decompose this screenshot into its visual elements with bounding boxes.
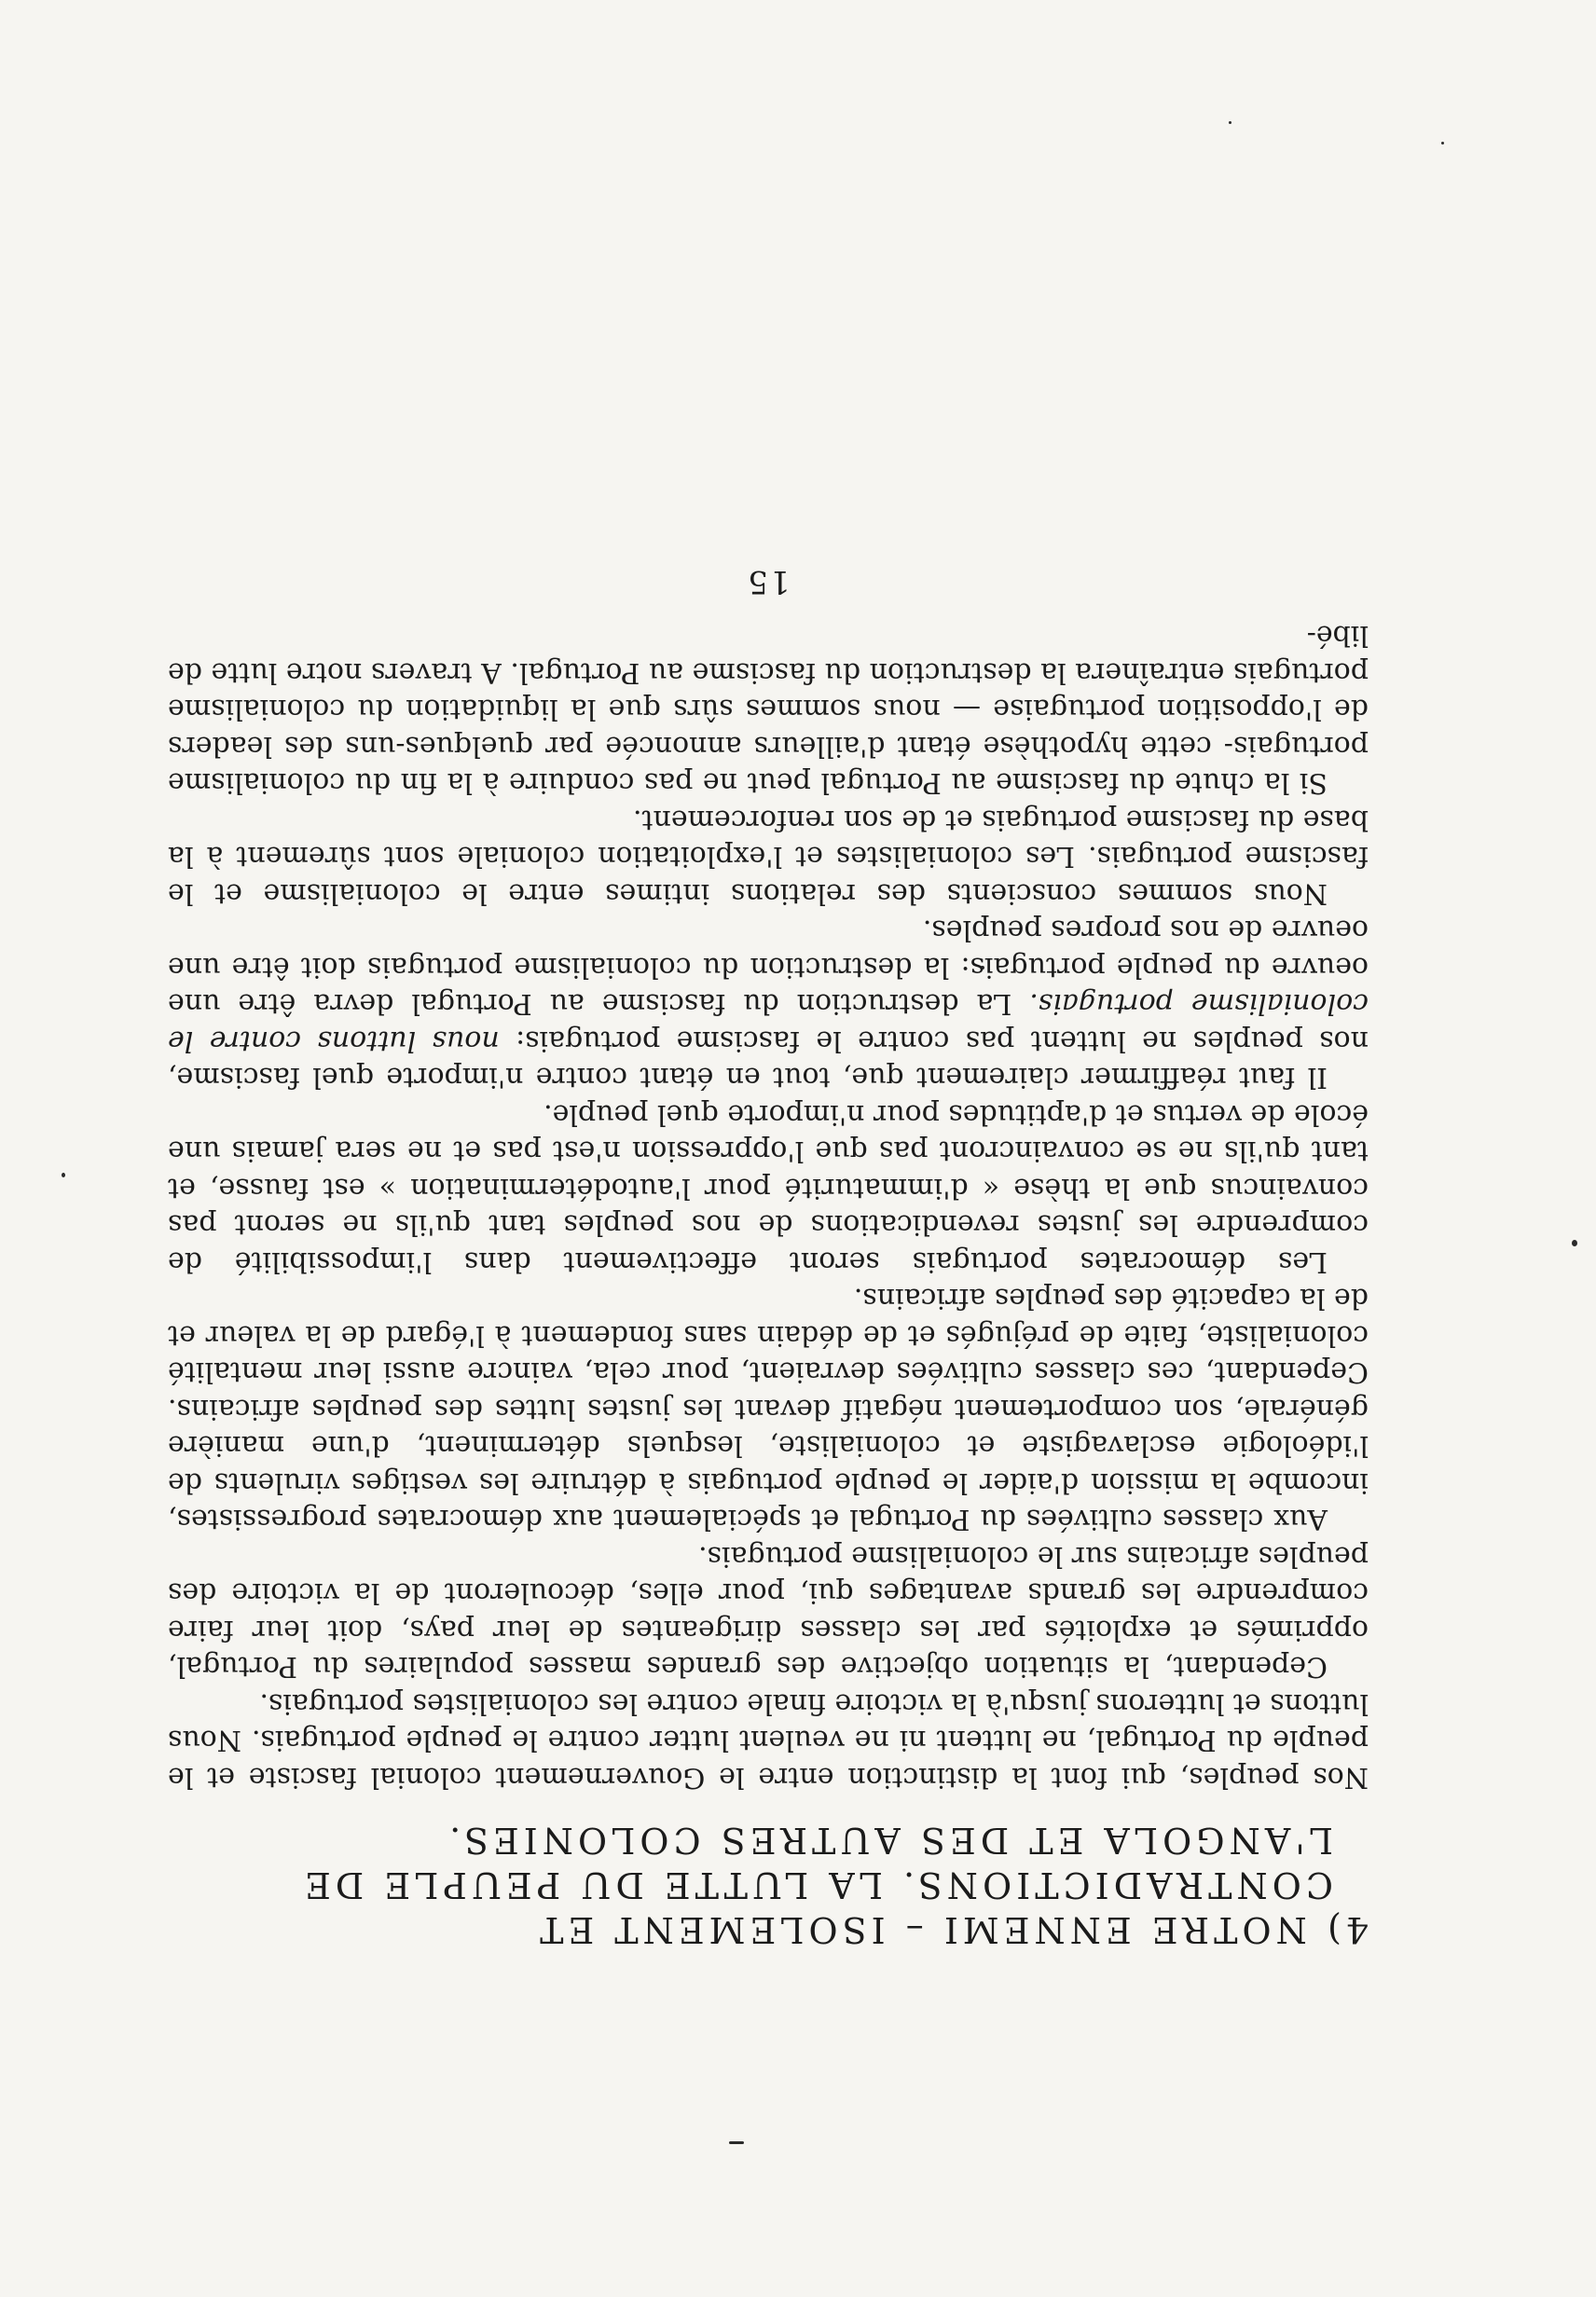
- heading-line-1: 4) NOTRE ENNEMI – ISOLEMENT ET: [535, 1909, 1369, 1950]
- paragraph-5-start: Il faut réaffirmer clairement que, tout en étant contre n'importe quel fascisme, nos peuples ne luttent pas contre le fascisme portugais:: [168, 1025, 1369, 1094]
- paragraph-5: [168, 912, 1369, 1096]
- paragraph-1: Nos peuples, qui font la distinction entre le Gouvernement colonial fasciste et le peuple du Portugal, ne luttent ni ne veulent lutter contre le peuple portugais. Nous luttons et lutterons jusqu'à la victoire finale contre les colonialistes portugais.: [168, 1687, 1369, 1794]
- heading-line-2: CONTRADICTIONS. LA LUTTE DU PEUPLE DE: [300, 1864, 1333, 1905]
- page-number: 15: [746, 563, 791, 600]
- paragraph-5-emphasis: nous luttons contre le colonialisme portugais.: [168, 987, 1369, 1057]
- paragraph-4: Les démocrates portugais seront effectivement dans l'impossibilité de comprendre les justes revendications de nos peuples tant qu'ils ne seront pas convaincus que la thèse « d'immaturité pour l'autodétermination » est fausse, et tant qu'ils ne se convaincront pas que l'oppression n'est pas et ne sera jamais une école de vertus et d'aptitudes pour n'importe quel peuple.: [168, 1098, 1369, 1278]
- chapter-heading: [168, 1818, 1369, 1952]
- paragraph-6: Nous sommes conscients des relations intimes entre le colonialisme et le fascisme portugais. Les colonialistes et l'exploitation coloniale sont sûrement à la base du fascisme portugais et de son renforcement.: [168, 804, 1369, 910]
- page-body: [168, 563, 1369, 1952]
- paragraph-2: Cependant, la situation objective des grandes masses populaires du Portugal, opprimés et exploités par les classes dirigeantes de leur pays, doit leur faire comprendre les grands avantages qui, pour elles, découleront de la victoire des peuples africains sur le colonialisme portugais.: [168, 1540, 1369, 1684]
- paragraph-7: Si la chute du fascisme au Portugal peut ne pas conduire à la fin du colonialisme portugais- cette hypothèse étant d'ailleurs annoncée par quelques-uns des leaders de l'opposition portugaise — nous sommes sûrs que la liquidation du colonialisme portugais entraînera la destruction du fascisme au Portugal. A travers notre lutte de libé-: [168, 619, 1369, 800]
- heading-line-3: L'ANGOLA ET DES AUTRES COLONIES.: [445, 1820, 1333, 1861]
- paragraph-3: Aux classes cultivées du Portugal et spécialement aux démocrates progressistes, incombe la mission d'aider le peuple portugais à détruire les vestiges virulents de l'idéologie esclavagiste et colonialiste, lesquels déterminent, d'une manière générale, son comportement négatif devant les justes luttes des peuples africains. Cependant, ces classes cultivées devraient, pour cela, vaincre aussi leur mentalité colonialiste, faite de préjugés et de dédain sans fondement à l'égard de la valeur et de la capacité des peuples africains.: [168, 1282, 1369, 1536]
- paragraph-5-end: La destruction du fascisme au Portugal devra être une oeuvre du peuple portugais: la destruction du colonialisme portugais doit être une oeuvre de nos propres peuples.: [168, 914, 1369, 1021]
